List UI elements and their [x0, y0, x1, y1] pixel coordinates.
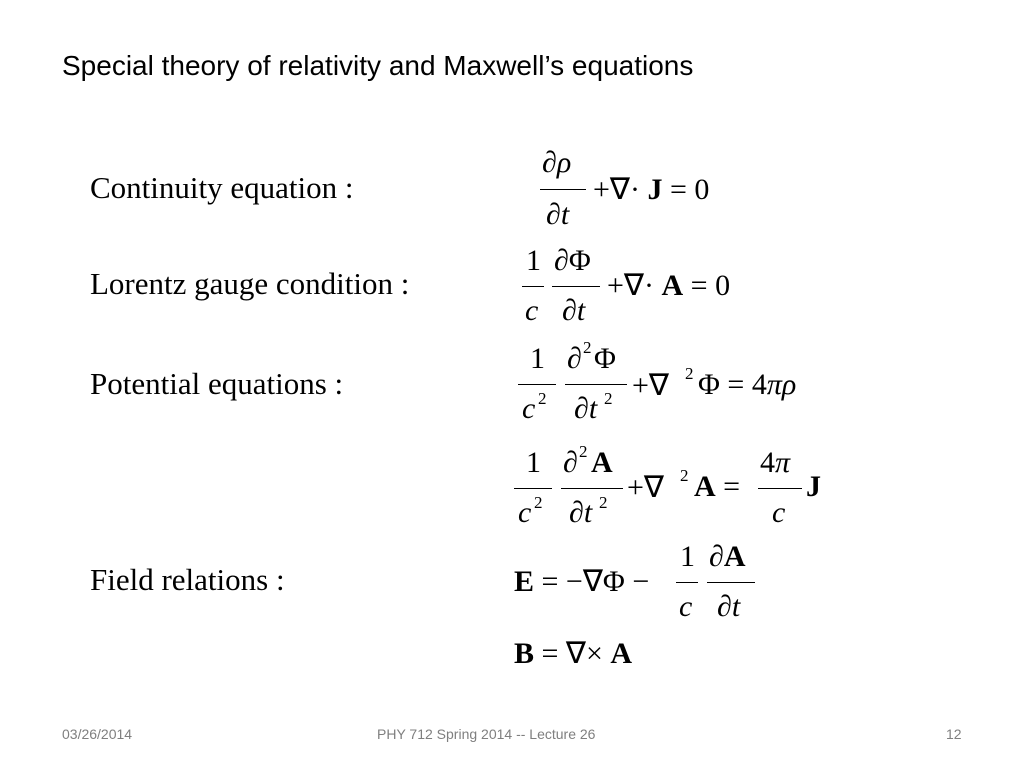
lorentz-label: Lorentz gauge condition : — [90, 266, 410, 301]
slide-title: Special theory of relativity and Maxwell’s equations — [62, 50, 694, 81]
footer-course: PHY 712 Spring 2014 -- Lecture 26 — [377, 726, 596, 742]
field-relations-label: Field relations : — [90, 562, 285, 597]
continuity-label: Continuity equation : — [90, 170, 354, 205]
footer-date: 03/26/2014 — [62, 726, 133, 742]
slide-number: 12 — [946, 726, 962, 742]
potential-label: Potential equations : — [90, 366, 344, 401]
